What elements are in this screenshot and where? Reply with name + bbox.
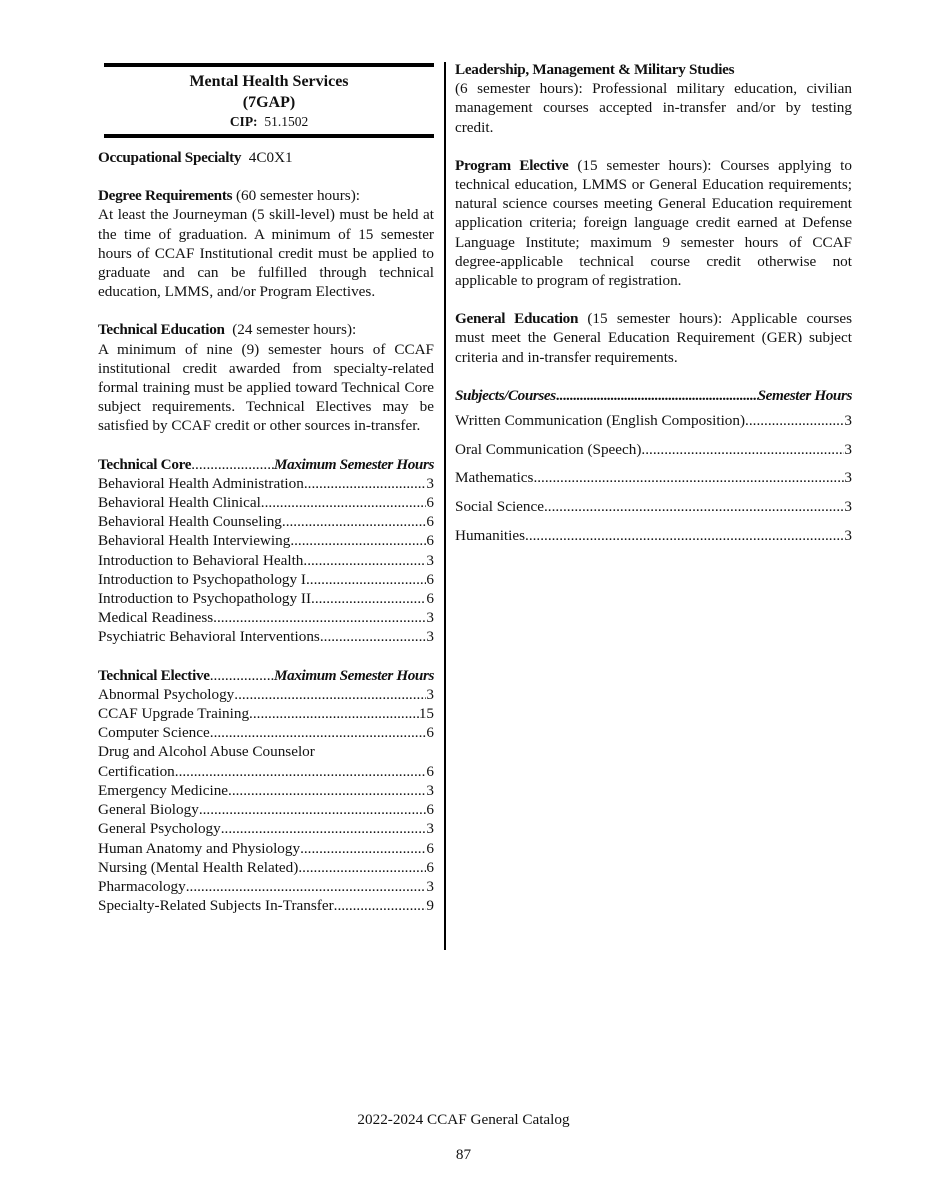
course-name: Social Science: [455, 498, 544, 516]
course-hours: 3: [426, 551, 434, 569]
course-name: Pharmacology: [98, 877, 186, 895]
course-hours: 3: [426, 628, 434, 646]
course-name: Drug and Alcohol Abuse Counselor: [98, 743, 315, 761]
technical-education-label: Technical Education: [98, 321, 225, 339]
cip-value: 51.1502: [264, 114, 309, 129]
course-hours: 3: [844, 469, 852, 487]
technical-education-text: A minimum of nine (9) semester hours of CCAF institutional credit awarded from specialty-related formal training must be applied toward Technical Core subject requirements. Technical Electives may be satisfied by CCAF credit or other sources in-transfer.: [98, 340, 434, 435]
degree-requirements-heading: [98, 186, 434, 205]
technical-elective-hours-label: Maximum Semester Hours: [274, 666, 434, 684]
occupational-specialty-value: 4C0X1: [248, 149, 293, 166]
cip-label: CIP:: [229, 114, 258, 129]
technical-elective-list: [98, 685, 434, 915]
course-name: Medical Readiness: [98, 609, 214, 627]
course-name: CCAF Upgrade Training: [98, 705, 250, 723]
course-hours: 3: [844, 412, 852, 430]
course-hours: 15: [418, 705, 434, 723]
course-hours: 6: [426, 532, 434, 550]
list-item: [98, 819, 434, 838]
course-hours: 6: [426, 724, 434, 742]
course-hours: 6: [426, 494, 434, 512]
lmms-label: Leadership, Management & Military Studies: [455, 61, 735, 78]
list-item: [98, 551, 434, 570]
course-hours: 3: [844, 498, 852, 516]
course-hours: 6: [426, 801, 434, 819]
course-hours: 6: [426, 858, 434, 876]
program-name: Mental Health Services: [189, 73, 349, 90]
list-item: [455, 440, 852, 459]
list-item: [98, 493, 434, 512]
page-footer: [0, 1110, 927, 1164]
course-hours: 6: [426, 590, 434, 608]
program-title-box: [104, 63, 434, 138]
technical-education-heading: [98, 320, 434, 339]
list-item: [98, 839, 434, 858]
list-item: [98, 474, 434, 493]
course-hours: 3: [426, 820, 434, 838]
course-name: Introduction to Behavioral Health: [98, 551, 304, 569]
course-hours: 6: [426, 762, 434, 780]
subjects-hours-label: Semester Hours: [757, 386, 852, 404]
course-name: Mathematics: [455, 469, 534, 487]
list-item: [98, 512, 434, 531]
list-item: [98, 800, 434, 819]
program-elective: [455, 156, 852, 290]
course-name: General Psychology: [98, 820, 221, 838]
course-name: Computer Science: [98, 724, 210, 742]
occupational-specialty: [98, 148, 434, 167]
course-name: Introduction to Psychopathology I: [98, 570, 306, 588]
course-name: Introduction to Psychopathology II: [98, 590, 312, 608]
left-column: [98, 60, 434, 915]
course-hours: 6: [426, 570, 434, 588]
course-name: Abnormal Psychology: [98, 685, 235, 703]
list-item: [98, 858, 434, 877]
course-name: Emergency Medicine: [98, 781, 229, 799]
course-hours: 3: [426, 877, 434, 895]
list-item: [98, 627, 434, 646]
lmms-heading: [455, 60, 852, 79]
course-hours: 3: [426, 781, 434, 799]
page-number: 87: [455, 1146, 472, 1163]
technical-core-list: [98, 474, 434, 647]
course-hours: 3: [844, 526, 852, 544]
course-name: Behavioral Health Counseling: [98, 513, 282, 531]
course-hours: 3: [426, 685, 434, 703]
subjects-label: Subjects/Courses: [455, 386, 556, 404]
subjects-heading: [455, 386, 852, 405]
degree-requirements-text: At least the Journeyman (5 skill-level) must be held at the time of graduation. A minimum of 15 semester hours of CCAF Institutional credit must be applied to graduate and can be fulfilled through technical education, LMMS, and/or Program Electives.: [98, 206, 434, 301]
course-name: Behavioral Health Interviewing: [98, 532, 291, 550]
technical-education-hours: (24 semester hours):: [232, 321, 357, 339]
column-divider: [444, 62, 446, 950]
list-item: [98, 531, 434, 550]
subjects-list: [455, 411, 852, 545]
course-name: Behavioral Health Administration: [98, 474, 304, 492]
course-name: Psychiatric Behavioral Interventions: [98, 628, 320, 646]
list-item: [455, 468, 852, 487]
list-item: [98, 781, 434, 800]
list-item: [455, 526, 852, 545]
list-item: [98, 762, 434, 781]
catalog-title: 2022-2024 CCAF General Catalog: [357, 1111, 570, 1128]
course-name: Human Anatomy and Physiology: [98, 839, 301, 857]
course-hours: 3: [426, 474, 434, 492]
course-name: General Biology: [98, 801, 199, 819]
list-item: [98, 742, 434, 761]
course-name: Behavioral Health Clinical: [98, 494, 261, 512]
course-hours: 6: [426, 839, 434, 857]
course-hours: 3: [844, 440, 852, 458]
list-item: [98, 896, 434, 915]
course-hours: 6: [426, 513, 434, 531]
list-item: [98, 704, 434, 723]
course-name: Humanities: [455, 526, 526, 544]
list-item: [455, 411, 852, 430]
technical-elective-label: Technical Elective: [98, 666, 210, 684]
list-item: [98, 877, 434, 896]
technical-core-hours-label: Maximum Semester Hours: [274, 455, 434, 473]
list-item: [98, 608, 434, 627]
general-education-text: (15 semester hours): Applicable courses must meet the General Education Requirement (GER) subject criteria and in-transfer requirements.: [455, 310, 853, 366]
course-hours: 3: [426, 609, 434, 627]
cip-line: [104, 113, 434, 130]
technical-core-heading: [98, 455, 434, 474]
lmms-text: (6 semester hours): Professional military education, civilian management courses accepted in-transfer and/or by testing credit.: [455, 80, 852, 136]
general-education-label: General Education: [455, 310, 579, 328]
list-item: [98, 723, 434, 742]
list-item: [98, 589, 434, 608]
degree-requirements-label: Degree Requirements: [98, 187, 233, 205]
list-item: [455, 497, 852, 516]
technical-elective-heading: [98, 666, 434, 685]
course-name: Nursing (Mental Health Related): [98, 858, 299, 876]
program-elective-label: Program Elective: [455, 156, 569, 174]
program-code: (7GAP): [242, 94, 296, 111]
course-name: Specialty-Related Subjects In-Transfer: [98, 897, 334, 915]
degree-requirements-hours: (60 semester hours):: [235, 187, 360, 205]
course-name: Oral Communication (Speech): [455, 440, 642, 458]
course-name: Written Communication (English Composition): [455, 412, 746, 430]
list-item: [98, 570, 434, 589]
course-hours: 9: [426, 897, 434, 915]
list-item: [98, 685, 434, 704]
course-name: Certification: [98, 762, 175, 780]
occupational-specialty-label: Occupational Specialty: [98, 149, 242, 166]
general-education: [455, 309, 852, 367]
right-column: [455, 60, 852, 555]
technical-core-label: Technical Core: [98, 455, 192, 473]
program-elective-text: (15 semester hours): Courses applying to technical education, LMMS or General Education requirements; natural science courses meeting General Education requirement application criteria; foreign language credit earned at Defense Language Institute; maximum 9 semester hours of CCAF degree-applicable technical course credit otherwise not applicable to program of registration.: [455, 156, 852, 290]
